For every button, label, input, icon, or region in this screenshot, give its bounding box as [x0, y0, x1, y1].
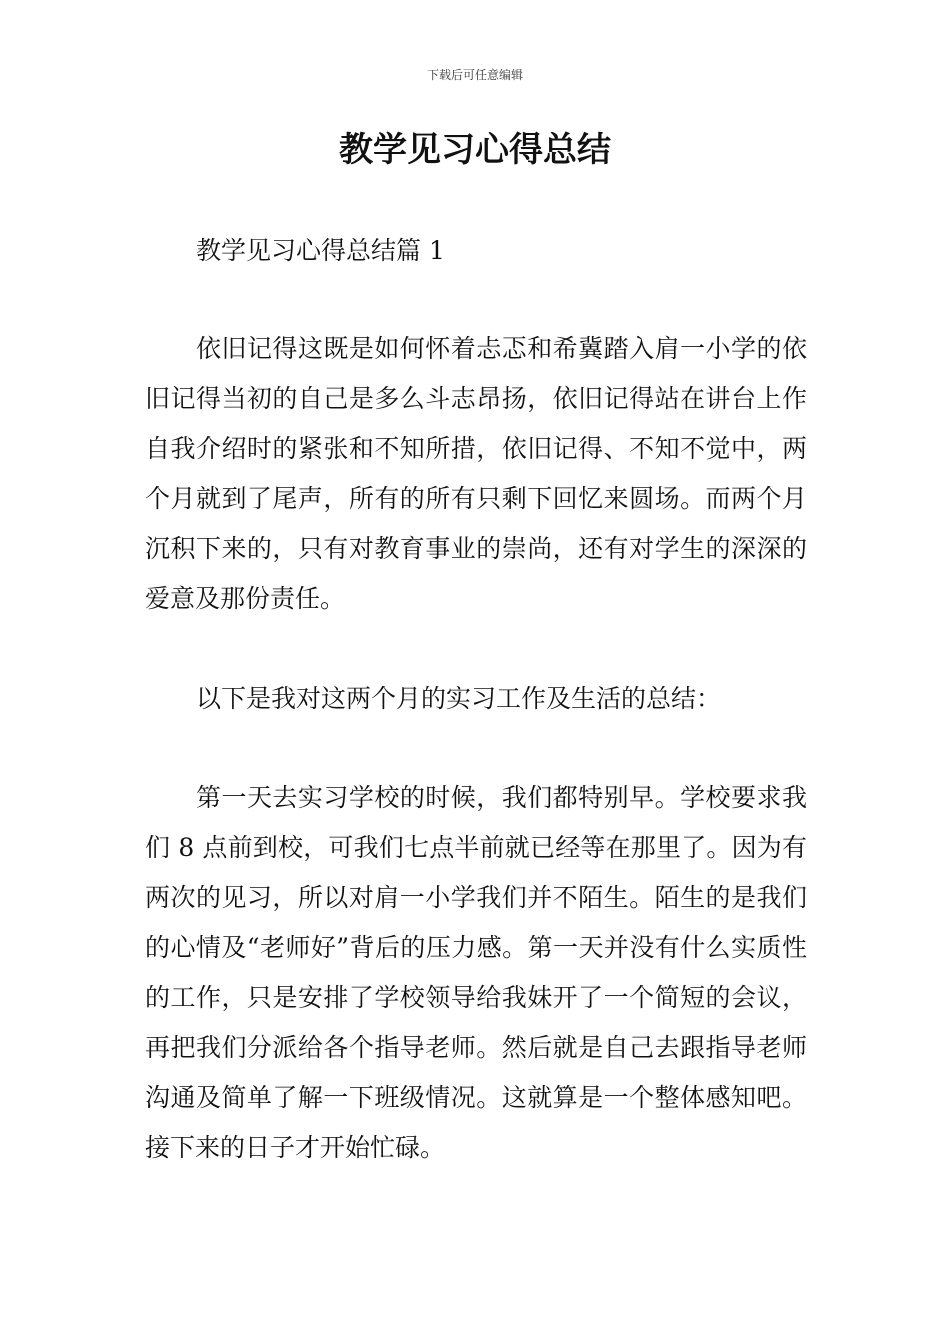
paragraph-3: 第一天去实习学校的时候，我们都特别早。学校要求我们 8 点前到校，可我们七点半前就已经等在那里了。因为有两次的见习，所以对肩一小学我们并不陌生。陌生的是我们的心情及“老师好”背后的压力感。第一天并没有什么实质性的工作，只是安排了学校领导给我妹开了一个简短的会议，再把我们分派给各个指导老师。然后就是自己去跟指导老师沟通及简单了解一下班级情况。这就算是一个整体感知吧。接下来的日子才开始忙碌。: [145, 783, 807, 1162]
paragraph-2: 以下是我对这两个月的实习工作及生活的总结：: [196, 684, 722, 713]
paragraph-1: 依旧记得这既是如何怀着忐忑和希冀踏入肩一小学的依旧记得当初的自己是多么斗志昂扬，依旧记得站在讲台上作自我介绍时的紧张和不知所措，依旧记得、不知不觉中，两个月就到了尾声，所有的所有只剩下回忆来圆场。而两个月沉积下来的，只有对教育事业的崇尚，还有对学生的深深的爱意及那份责任。: [145, 334, 807, 613]
header-note: 下载后可任意编辑: [426, 68, 523, 82]
document-title: 教学见习心得总结: [339, 130, 611, 170]
section-heading: 教学见习心得总结篇 1: [196, 236, 445, 265]
